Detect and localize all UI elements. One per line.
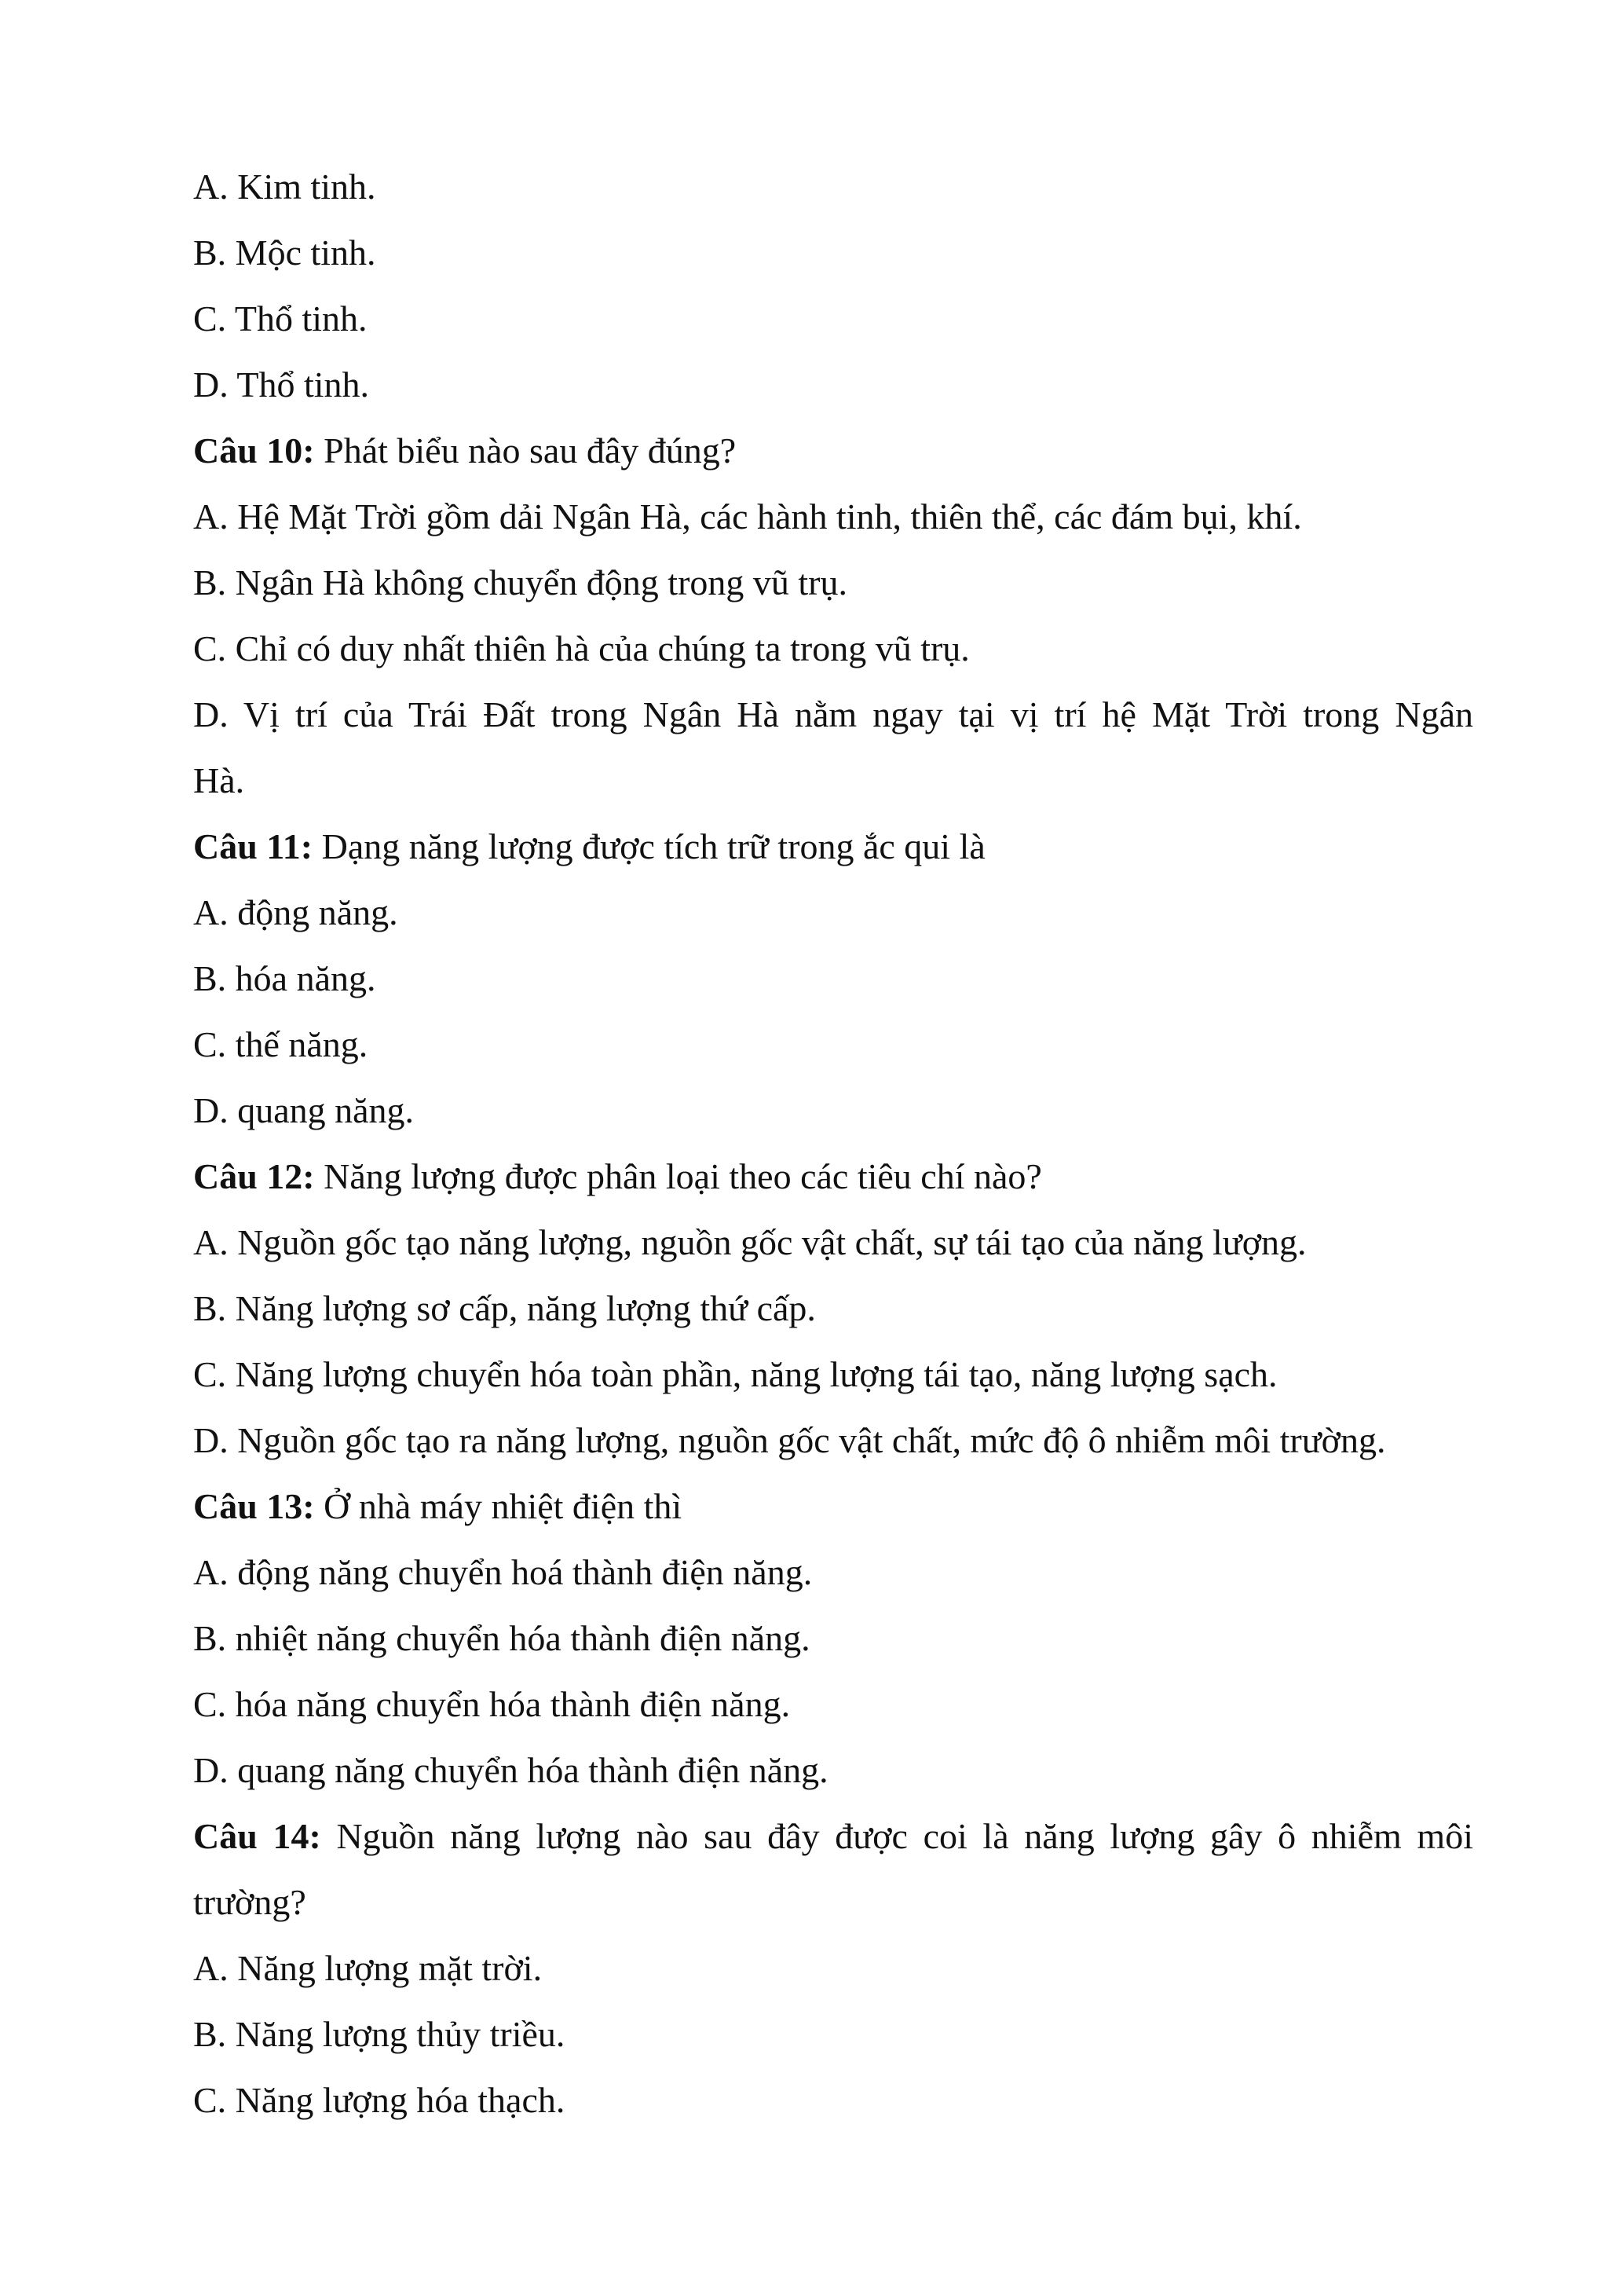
answer-option: B. Ngân Hà không chuyển động trong vũ trụ. bbox=[193, 562, 847, 602]
answer-option: B. nhiệt năng chuyển hóa thành điện năng. bbox=[193, 1618, 810, 1658]
answer-option: A. động năng chuyển hoá thành điện năng. bbox=[193, 1552, 813, 1592]
answer-option: C. Năng lượng chuyển hóa toàn phần, năng lượng tái tạo, năng lượng sạch. bbox=[193, 1354, 1278, 1394]
question-text: Nguồn năng lượng nào sau đây được coi là năng lượng gây ô nhiễm môi bbox=[320, 1816, 1473, 1856]
answer-option: C. Chỉ có duy nhất thiên hà của chúng ta trong vũ trụ. bbox=[193, 628, 970, 668]
question-number: Câu 13: bbox=[193, 1486, 315, 1526]
question-line bbox=[193, 1474, 1473, 1540]
answer-option: D. quang năng. bbox=[193, 1090, 415, 1130]
answer-option: A. Kim tinh. bbox=[193, 167, 376, 207]
question-number: Câu 12: bbox=[193, 1156, 315, 1196]
answer-option: B. Mộc tinh. bbox=[193, 233, 376, 273]
question-text: Dạng năng lượng được tích trữ trong ắc qui là bbox=[313, 826, 986, 866]
answer-option: D. Nguồn gốc tạo ra năng lượng, nguồn gốc vật chất, mức độ ô nhiễm môi trường. bbox=[193, 1420, 1386, 1460]
answer-option: D. quang năng chuyển hóa thành điện năng. bbox=[193, 1750, 828, 1790]
answer-option: D. Thổ tinh. bbox=[193, 364, 370, 405]
answer-option: C. Thổ tinh. bbox=[193, 298, 368, 339]
answer-option: A. động năng. bbox=[193, 892, 398, 932]
answer-option: C. thế năng. bbox=[193, 1024, 368, 1064]
question-number: Câu 14: bbox=[193, 1816, 321, 1856]
answer-option: A. Hệ Mặt Trời gồm dải Ngân Hà, các hành tinh, thiên thể, các đám bụi, khí. bbox=[193, 496, 1302, 536]
answer-option: C. Năng lượng hóa thạch. bbox=[193, 2080, 565, 2120]
question-number: Câu 11: bbox=[193, 826, 313, 866]
question-line bbox=[193, 1803, 1473, 1869]
answer-option: A. Năng lượng mặt trời. bbox=[193, 1948, 543, 1988]
question-text: Ở nhà máy nhiệt điện thì bbox=[314, 1486, 682, 1526]
answer-option: C. hóa năng chuyển hóa thành điện năng. bbox=[193, 1684, 791, 1724]
question-line bbox=[193, 418, 1473, 484]
answer-option: A. Nguồn gốc tạo năng lượng, nguồn gốc vật chất, sự tái tạo của năng lượng. bbox=[193, 1222, 1307, 1262]
answer-option: trường? bbox=[193, 1882, 306, 1922]
question-line bbox=[193, 814, 1473, 880]
question-number: Câu 10: bbox=[193, 430, 315, 471]
question-text: Năng lượng được phân loại theo các tiêu chí nào? bbox=[314, 1156, 1042, 1196]
answer-option: B. Năng lượng sơ cấp, năng lượng thứ cấp. bbox=[193, 1288, 816, 1328]
answer-option: B. Năng lượng thủy triều. bbox=[193, 2014, 565, 2054]
answer-option: D. Vị trí của Trái Đất trong Ngân Hà nằm ngay tại vị trí hệ Mặt Trời trong Ngân bbox=[193, 694, 1473, 734]
document-body bbox=[193, 154, 1473, 2133]
question-text: Phát biểu nào sau đây đúng? bbox=[314, 430, 737, 471]
answer-option: Hà. bbox=[193, 760, 245, 800]
question-line bbox=[193, 1144, 1473, 1210]
answer-option: B. hóa năng. bbox=[193, 958, 376, 998]
